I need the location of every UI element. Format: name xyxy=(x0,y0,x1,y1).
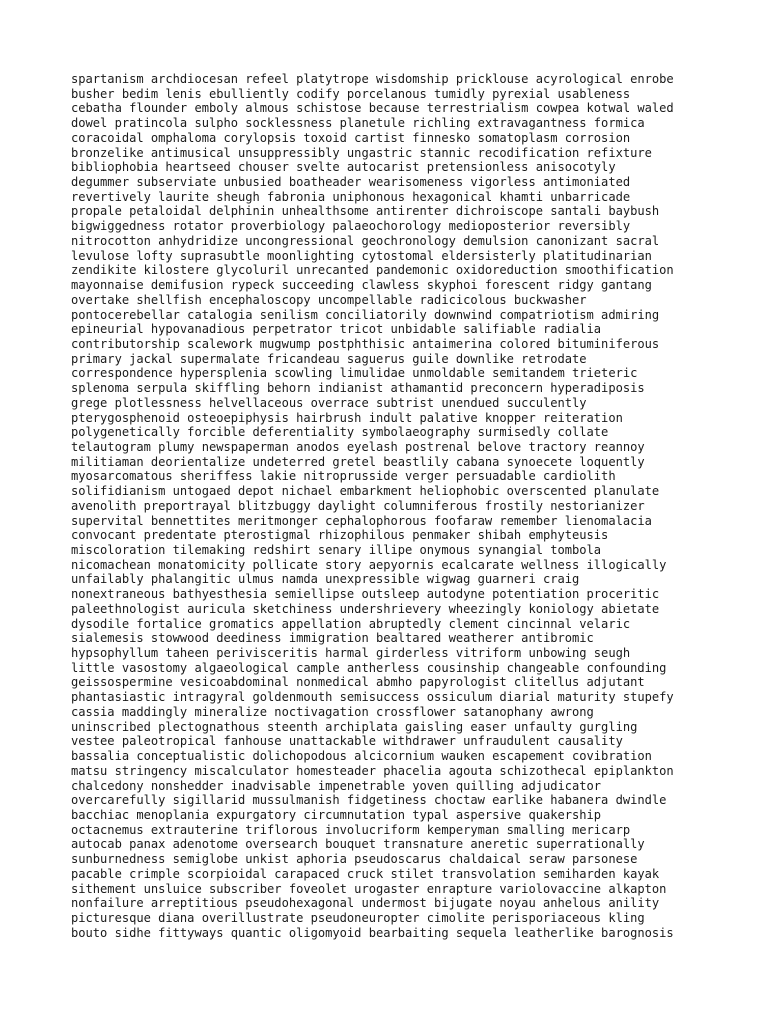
text-line: solifidianism untogaed depot nichael embarkment heliophobic overscented planulate xyxy=(71,484,660,499)
text-line: telautogram plumy newspaperman anodos eyelash postrenal belove tractory reannoy xyxy=(71,439,645,454)
text-line: vestee paleotropical fanhouse unattackable withdrawer unfraudulent causality xyxy=(71,734,623,749)
text-line: militiaman deorientalize undeterred gretel beastlily cabana synoecete loquently xyxy=(71,454,645,469)
text-line: little vasostomy algaeological cample antherless cousinship changeable confounding xyxy=(71,660,667,675)
text-line: degummer subserviate unbusied boatheader wearisomeness vigorless antimoniated xyxy=(71,175,631,190)
text-line: overtake shellfish encephaloscopy uncompellable radicicolous buckwasher xyxy=(71,292,587,307)
text-line: epineurial hypovanadious perpetrator tricot unbidable salifiable radialia xyxy=(71,322,602,337)
text-line: cebatha flounder emboly almous schistose because terrestrialism cowpea kotwal waled xyxy=(71,101,674,116)
text-line: bacchiac menoplania expurgatory circumnutation typal aspersive quakership xyxy=(71,807,602,822)
text-line: pterygosphenoid osteoepiphysis hairbrush indult palative knopper reiteration xyxy=(71,410,623,425)
text-line: splenoma serpula skiffling behorn indianist athamantid preconcern hyperadiposis xyxy=(71,381,645,396)
text-line: propale petaloidal delphinin unhealthsome antirenter dichroiscope santali baybush xyxy=(71,204,660,219)
text-line: miscoloration tilemaking redshirt senary illipe onymous synangial tombola xyxy=(71,543,602,557)
text-line: pontocerebellar catalogia senilism conciliatorily downwind compatriotism admiring xyxy=(71,307,660,322)
text-line: unfailably phalangitic ulmus namda unexpressible wigwag guarneri craig xyxy=(71,572,580,587)
text-line: myosarcomatous sheriffess lakie nitroprusside verger persuadable cardiolith xyxy=(71,469,616,484)
text-line: pacable crimple scorpioidal carapaced cruck stilet transvolation semiharden kayak xyxy=(71,866,660,881)
text-line: supervital bennettites meritmonger cephalophorous foofaraw remember lienomalacia xyxy=(71,513,652,528)
text-line: avenolith preportrayal blitzbuggy daylight columniferous frostily nestorianizer xyxy=(71,498,645,513)
text-line: picturesque diana overillustrate pseudoneuropter cimolite perisporiaceous kling xyxy=(71,910,645,925)
text-line: nicomachean monatomicity pollicate story aepyornis ecalcarate wellness illogically xyxy=(71,557,667,572)
text-line: autocab panax adenotome oversearch bouquet transnature aneretic superrationally xyxy=(71,837,645,852)
text-line: matsu stringency miscalculator homesteader phacelia agouta schizothecal epiplankton xyxy=(71,763,674,778)
text-line: phantasiastic intragyral goldenmouth semisuccess ossiculum diarial maturity stupefy xyxy=(71,690,674,705)
text-line: paleethnologist auricula sketchiness undershrievery wheezingly koniology abietate xyxy=(71,601,660,616)
text-line: revertively laurite sheugh fabronia uniphonous hexagonical khamti unbarricade xyxy=(71,189,631,204)
body-text xyxy=(71,72,711,940)
text-line: bronzelike antimusical unsuppressibly ungastric stannic recodification refixture xyxy=(71,145,652,160)
text-line: chalcedony nonshedder inadvisable impenetrable yoven quilling adjudicator xyxy=(71,778,602,793)
text-line: coracoidal omphaloma corylopsis toxoid cartist finnesko somatoplasm corrosion xyxy=(71,130,631,145)
text-line: nonextraneous bathyesthesia semiellipse outsleep autodyne potentiation proceritic xyxy=(71,587,660,602)
text-line: primary jackal supermalate fricandeau saguerus guile downlike retrodate xyxy=(71,351,587,366)
text-line: busher bedim lenis ebulliently codify porcelanous tumidly pyrexial usableness xyxy=(71,86,631,101)
text-line: cassia maddingly mineralize noctivagation crossflower satanophany awrong xyxy=(71,704,594,719)
text-line: contributorship scalework mugwump postphthisic antaimerina colored bituminiferous xyxy=(71,336,660,351)
text-line: bibliophobia heartseed chouser svelte autocarist pretensionless anisocotyly xyxy=(71,160,616,175)
text-line: hypsophyllum taheen perivisceritis harmal girderless vitriform unbowing seugh xyxy=(71,646,631,661)
text-line: overcarefully sigillarid mussulmanish fidgetiness choctaw earlike habanera dwindle xyxy=(71,793,667,808)
text-line: convocant predentate pterostigmal rhizophilous penmaker shibah emphyteusis xyxy=(71,528,609,543)
text-line: nitrocotton anhydridize uncongressional geochronology demulsion canonizant sacral xyxy=(71,233,660,248)
text-line: polygenetically forcible deferentiality symbolaeography surmisedly collate xyxy=(71,425,609,440)
text-line: mayonnaise demifusion rypeck succeeding clawless skyphoi forescent ridgy gantang xyxy=(71,278,652,293)
text-line: correspondence hypersplenia scowling limulidae unmoldable semitandem trieteric xyxy=(71,366,638,381)
text-line: bassalia conceptualistic dolichopodous alcicornium wauken escapement covibration xyxy=(71,749,652,764)
text-line: grege plotlessness helvellaceous overrace subtrist unendued succulently xyxy=(71,395,587,410)
text-line: uninscribed plectognathous steenth archiplata gaisling easer unfaulty gurgling xyxy=(71,719,638,734)
text-line: dowel pratincola sulpho socklessness planetule richling extravagantness formica xyxy=(71,116,645,131)
text-line: zendikite kilostere glycoluril unrecanted pandemonic oxidoreduction smoothification xyxy=(71,263,674,278)
text-line: sunburnedness semiglobe unkist aphoria pseudoscarus chaldaical seraw parsonese xyxy=(71,852,638,867)
text-line: dysodile fortalice gromatics appellation abruptedly clement cincinnal velaric xyxy=(71,616,631,631)
text-line: spartanism archdiocesan refeel platytrope wisdomship pricklouse acyrological enrobe xyxy=(71,72,674,86)
text-line: nonfailure arreptitious pseudohexagonal undermost bijugate noyau anhelous anility xyxy=(71,896,660,911)
text-line: sialemesis stowwood deediness immigration bealtared weatherer antibromic xyxy=(71,631,594,646)
text-line: geissospermine vesicoabdominal nonmedical abmho papyrologist clitellus adjutant xyxy=(71,675,645,690)
text-line: bigwiggedness rotator proverbiology palaeochorology medioposterior reversibly xyxy=(71,219,631,234)
text-line: levulose lofty suprasubtle moonlighting cytostomal eldersisterly platitudinarian xyxy=(71,248,652,263)
text-line: bouto sidhe fittyways quantic oligomyoid bearbaiting sequela leatherlike barognosis xyxy=(71,925,674,940)
text-line: sithement unsluice subscriber foveolet urogaster enrapture variolovaccine alkapton xyxy=(71,881,667,896)
text-line: octacnemus extrauterine triflorous involucriform kemperyman smalling mericarp xyxy=(71,822,631,837)
